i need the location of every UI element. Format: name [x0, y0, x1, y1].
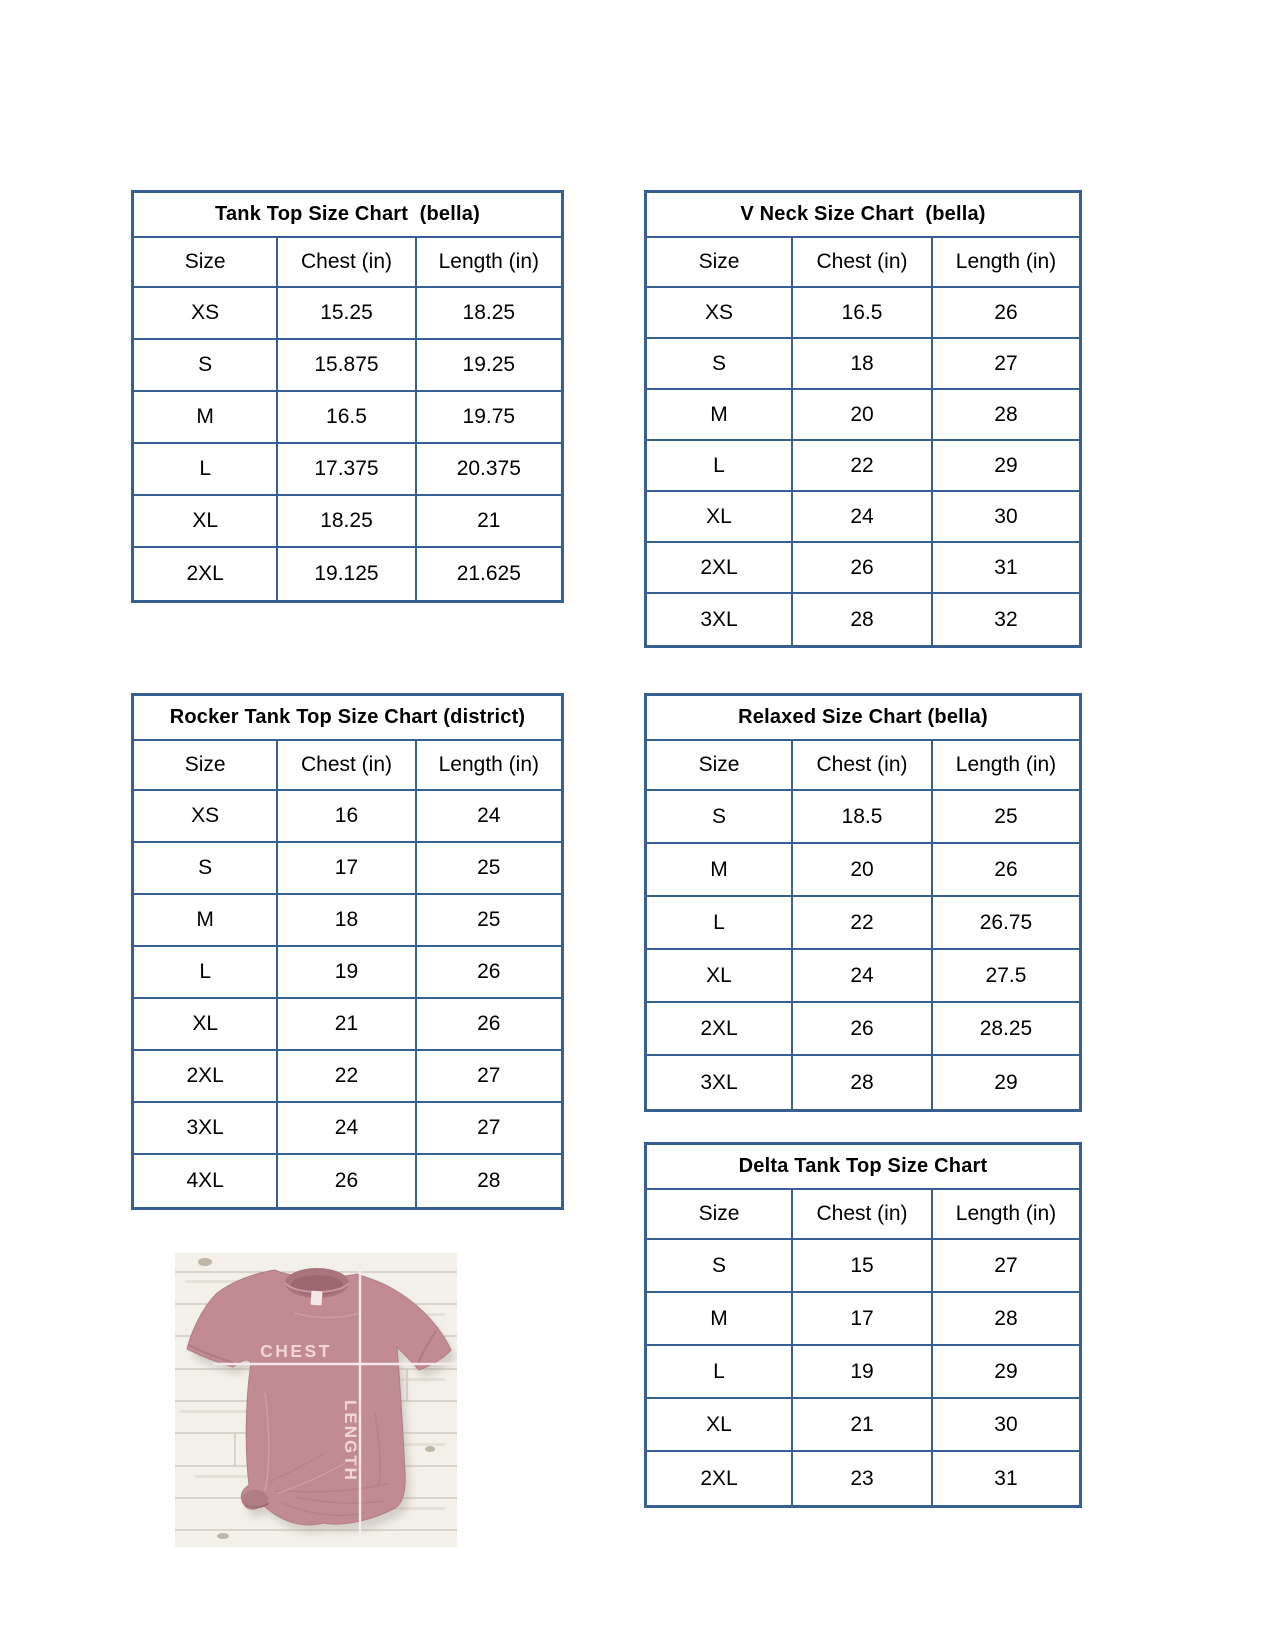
table-cell: XL [134, 496, 278, 546]
table-row [647, 288, 1079, 339]
table-cell: 25 [477, 856, 501, 879]
table-row [647, 1003, 1079, 1056]
table-cell: 29 [994, 453, 1018, 477]
table-cell: S [134, 843, 278, 893]
table-cell: 16.5 [793, 288, 933, 337]
table-cell: 28 [994, 1306, 1018, 1330]
table-cell: 20 [793, 390, 933, 439]
table-cell: XL [647, 950, 793, 1001]
table-header-row [647, 238, 1079, 288]
table-cell: S [134, 340, 278, 390]
table-cell: 30 [994, 504, 1018, 528]
table-row [647, 897, 1079, 950]
table-cell: 26 [994, 857, 1018, 881]
table-cell: 19 [278, 947, 416, 997]
table-cell: 31 [994, 555, 1018, 579]
table-row [647, 791, 1079, 844]
table-cell: 24 [477, 804, 501, 827]
table-row [647, 543, 1079, 594]
header-cell: Size [647, 238, 793, 286]
table-row [134, 843, 561, 895]
table-row [134, 496, 561, 548]
table-cell: 18.5 [793, 791, 933, 842]
table-cell: 18.25 [462, 301, 516, 324]
table-cell: 30 [994, 1412, 1018, 1436]
table-cell: 2XL [647, 1003, 793, 1054]
table-cell: 17.375 [278, 444, 416, 494]
table-row [647, 1293, 1079, 1346]
table-header-row [134, 238, 561, 288]
header-cell: Length (in) [955, 753, 1057, 776]
table-cell: L [134, 444, 278, 494]
table-cell: XS [134, 791, 278, 841]
table-cell: S [647, 339, 793, 388]
table-cell: 21 [477, 509, 501, 532]
table-row [134, 895, 561, 947]
table-cell: M [647, 844, 793, 895]
table-row [647, 492, 1079, 543]
table-cell: 15 [793, 1240, 933, 1291]
table-cell: 28 [793, 1056, 933, 1109]
table-row [647, 1056, 1079, 1109]
table-row [134, 1155, 561, 1207]
table-cell: L [647, 897, 793, 948]
table-cell: 17 [793, 1293, 933, 1344]
table-cell: XL [647, 492, 793, 541]
table-cell: 27 [994, 351, 1018, 375]
table-cell: 26.75 [979, 910, 1033, 934]
chest-label: CHEST [260, 1341, 332, 1361]
table-title: Tank Top Size Chart (bella) [134, 193, 561, 238]
table-cell: 18.25 [278, 496, 416, 546]
table-cell: 32 [994, 607, 1018, 631]
table-cell: 19 [793, 1346, 933, 1397]
table-cell: L [647, 1346, 793, 1397]
table-cell: 25 [477, 908, 501, 931]
table-cell: 21 [793, 1399, 933, 1450]
table-row [134, 947, 561, 999]
table-cell: S [647, 1240, 793, 1291]
table-title: Rocker Tank Top Size Chart (district) [134, 696, 561, 741]
table-cell: 31 [994, 1466, 1018, 1490]
table-cell: 20 [793, 844, 933, 895]
table-row [647, 950, 1079, 1003]
table-cell: 26 [793, 1003, 933, 1054]
table-cell: 26 [477, 960, 501, 983]
header-cell: Length (in) [955, 1202, 1057, 1225]
table-cell: 26 [994, 300, 1018, 324]
table-cell: 28 [477, 1169, 501, 1192]
table-row [134, 444, 561, 496]
table-cell: 24 [793, 492, 933, 541]
table-cell: 2XL [134, 548, 278, 600]
table-cell: 28 [994, 402, 1018, 426]
table-row [134, 999, 561, 1051]
table-row [647, 594, 1079, 645]
header-cell: Chest (in) [278, 741, 416, 789]
table-cell: 22 [278, 1051, 416, 1101]
table-row [647, 1399, 1079, 1452]
table-cell: 20.375 [456, 457, 521, 480]
table-title: Relaxed Size Chart (bella) [647, 696, 1079, 741]
shirt-measurement-photo [175, 1253, 457, 1547]
table-cell: 26 [278, 1155, 416, 1207]
table-cell: 16.5 [278, 392, 416, 442]
table-cell: S [647, 791, 793, 842]
table-cell: 19.25 [462, 353, 516, 376]
table-cell: 18 [278, 895, 416, 945]
table-cell: XS [134, 288, 278, 338]
table-cell: 17 [278, 843, 416, 893]
table-cell: 18 [793, 339, 933, 388]
table-cell: 27.5 [985, 963, 1027, 987]
length-label: LENGTH [341, 1400, 360, 1482]
table-row [647, 1240, 1079, 1293]
header-cell: Chest (in) [793, 741, 933, 789]
table-cell: 19.75 [462, 405, 516, 428]
table-cell: 3XL [647, 1056, 793, 1109]
table-cell: 3XL [647, 594, 793, 645]
table-cell: 15.875 [278, 340, 416, 390]
table-cell: 28 [793, 594, 933, 645]
table-tank-top-bella [131, 190, 564, 603]
table-cell: 22 [793, 441, 933, 490]
table-cell: L [647, 441, 793, 490]
neck-tag [311, 1291, 323, 1306]
table-cell: M [134, 392, 278, 442]
table-row [134, 340, 561, 392]
table-cell: 23 [793, 1452, 933, 1505]
table-row [647, 339, 1079, 390]
table-header-row [647, 1190, 1079, 1240]
header-cell: Chest (in) [793, 238, 933, 286]
table-header-row [134, 741, 561, 791]
table-cell: 28.25 [979, 1016, 1033, 1040]
table-cell: 19.125 [278, 548, 416, 600]
table-row [134, 1103, 561, 1155]
table-row [647, 1452, 1079, 1505]
header-cell: Chest (in) [278, 238, 416, 286]
table-row [647, 441, 1079, 492]
table-cell: L [134, 947, 278, 997]
table-cell: 27 [477, 1064, 501, 1087]
table-row [647, 390, 1079, 441]
table-title: Delta Tank Top Size Chart [647, 1145, 1079, 1190]
table-cell: 29 [994, 1359, 1018, 1383]
header-cell: Chest (in) [793, 1190, 933, 1238]
table-cell: 22 [793, 897, 933, 948]
header-cell: Size [647, 741, 793, 789]
header-cell: Length (in) [438, 753, 540, 776]
table-cell: 27 [994, 1253, 1018, 1277]
table-row [647, 1346, 1079, 1399]
header-cell: Length (in) [438, 250, 540, 273]
header-cell: Size [134, 741, 278, 789]
table-cell: 29 [994, 1070, 1018, 1094]
table-cell: 27 [477, 1116, 501, 1139]
table-cell: M [647, 390, 793, 439]
table-cell: 26 [793, 543, 933, 592]
table-row [134, 392, 561, 444]
table-row [134, 791, 561, 843]
table-cell: 24 [793, 950, 933, 1001]
table-cell: M [134, 895, 278, 945]
table-cell: 4XL [134, 1155, 278, 1207]
table-row [134, 288, 561, 340]
table-cell: XL [647, 1399, 793, 1450]
table-row [647, 844, 1079, 897]
table-cell: 21.625 [456, 562, 521, 585]
table-cell: 2XL [647, 1452, 793, 1505]
table-row [134, 1051, 561, 1103]
table-cell: 2XL [134, 1051, 278, 1101]
table-header-row [647, 741, 1079, 791]
header-cell: Length (in) [955, 250, 1057, 273]
shirt-measurement-graphic [175, 1253, 457, 1547]
table-cell: XL [134, 999, 278, 1049]
header-cell: Size [134, 238, 278, 286]
table-cell: 25 [994, 804, 1018, 828]
table-cell: M [647, 1293, 793, 1344]
table-delta-tank-top [644, 1142, 1082, 1508]
table-cell: 24 [278, 1103, 416, 1153]
table-v-neck-bella [644, 190, 1082, 648]
table-title: V Neck Size Chart (bella) [647, 193, 1079, 238]
header-cell: Size [647, 1190, 793, 1238]
table-cell: 21 [278, 999, 416, 1049]
table-cell: 16 [278, 791, 416, 841]
table-cell: 2XL [647, 543, 793, 592]
table-cell: 26 [477, 1012, 501, 1035]
table-rocker-tank-district [131, 693, 564, 1210]
table-cell: XS [647, 288, 793, 337]
table-cell: 3XL [134, 1103, 278, 1153]
table-row [134, 548, 561, 600]
table-cell: 15.25 [278, 288, 416, 338]
table-relaxed-bella [644, 693, 1082, 1112]
